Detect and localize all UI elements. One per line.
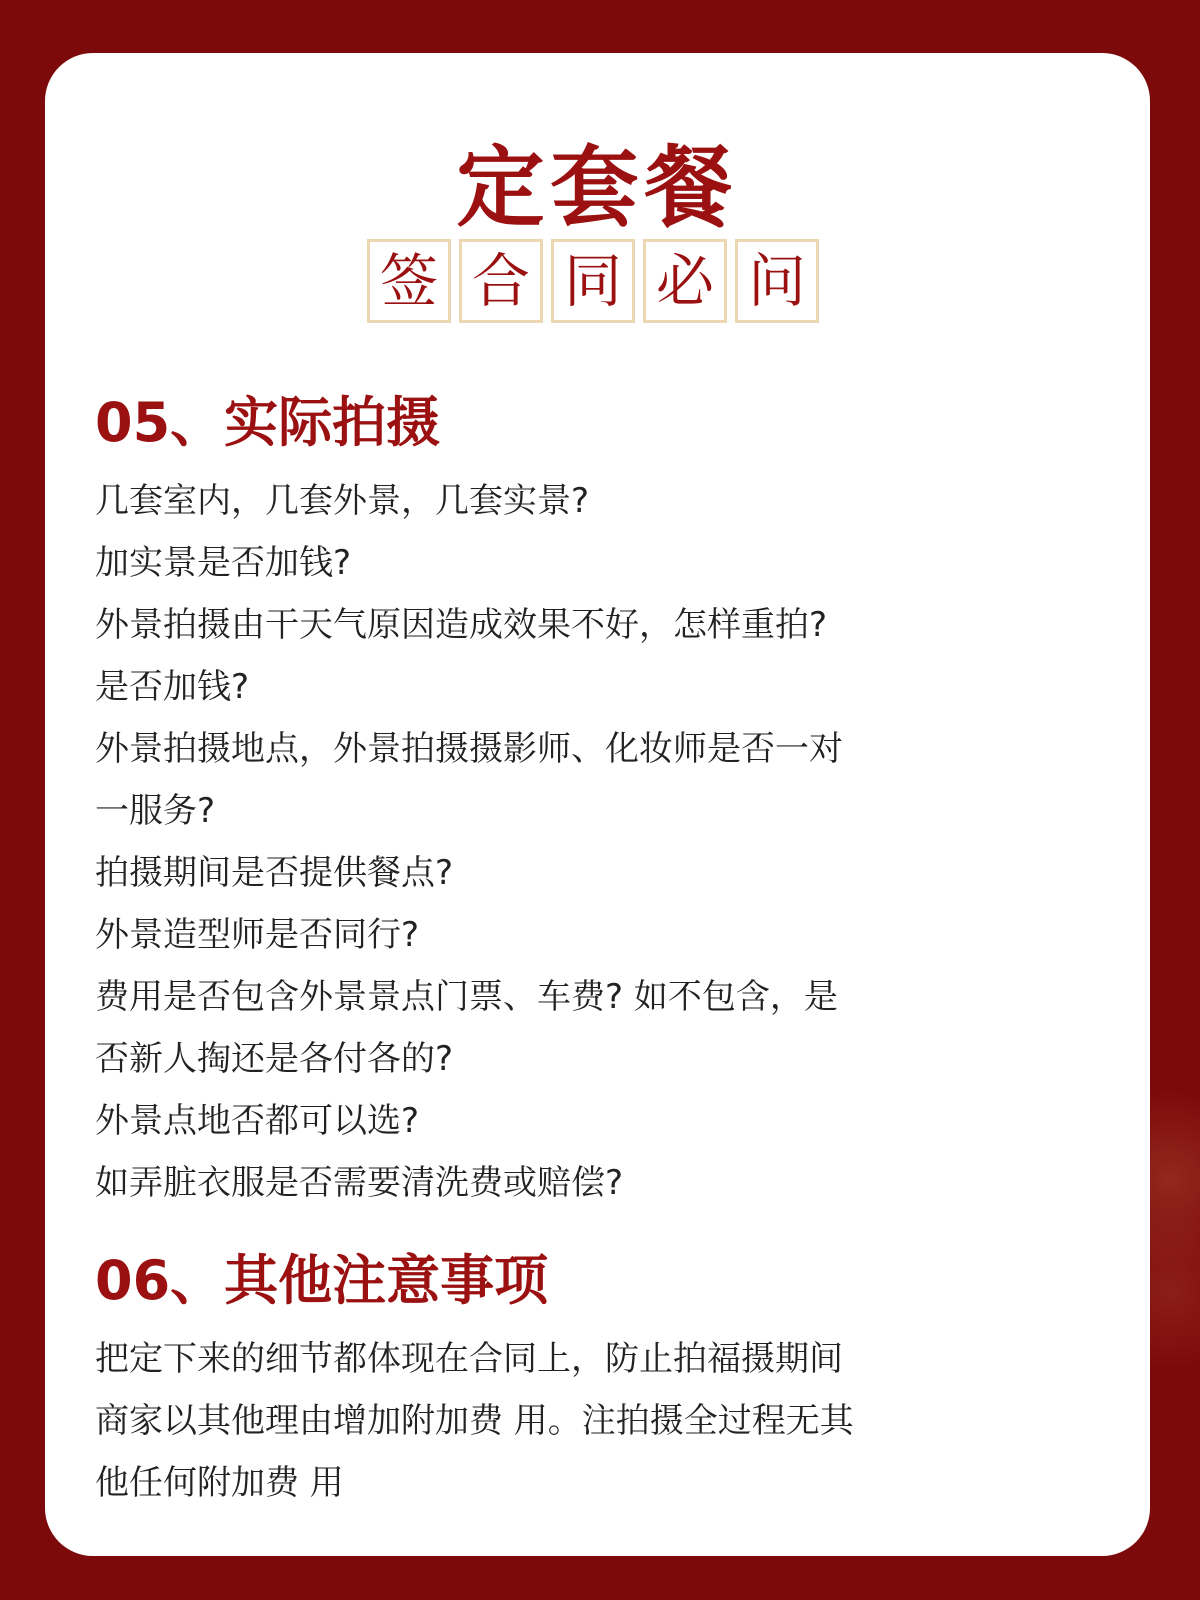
subtitle-char: 合	[459, 239, 543, 323]
subtitle-char: 必	[643, 239, 727, 323]
subtitle-char: 同	[551, 239, 635, 323]
section-text-05: 几套室内，几套外景，几套实景? 加实景是否加钱? 外景拍摄由干天气原因造成效果不好，怎样重拍? 是否加钱? 外景拍摄地点，外景拍摄摄影师、化妆师是否一对 一服务? 拍摄期间是否提供餐点? 外景造型师是否同行? 费用是否包含外景景点门票、车费? 如不包含，是 否新人掏还是各付各的? 外景点地否都可以选? 如弄脏衣服是否需要清洗费或赔偿?	[95, 481, 843, 1203]
section-text-06: 把定下来的细节都体现在合同上，防止拍福摄期间 商家以其他理由增加附加费 用。注拍摄全过程无其 他任何附加费 用	[95, 1339, 854, 1503]
section-title-05: 05、实际拍摄	[95, 391, 441, 454]
section-title-06: 06、其他注意事项	[95, 1249, 549, 1312]
subtitle-boxes	[367, 239, 819, 323]
subtitle-char: 签	[367, 239, 451, 323]
subtitle-char: 问	[735, 239, 819, 323]
main-title: 定套餐	[456, 135, 739, 239]
content-card	[45, 53, 1150, 1556]
